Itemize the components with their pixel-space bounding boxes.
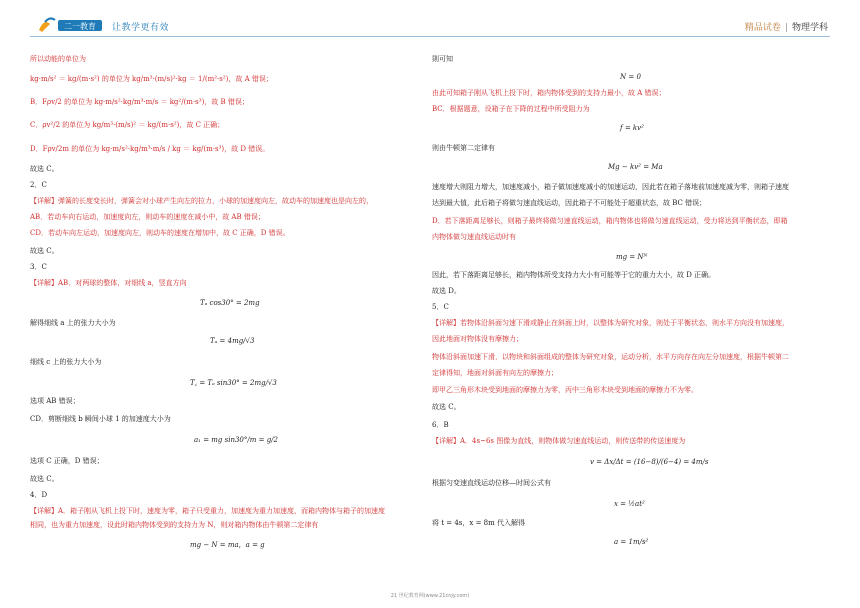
text-line: 則可知 <box>432 55 453 63</box>
text-line: 则由牛顿第二定律有 <box>432 144 495 152</box>
equation: a = 1m/s² <box>614 538 649 546</box>
text-line: 相同，也为重力加速度，设此时箱内物体受到的支持力为 N，则对箱内物体由牛顿第二定律有 <box>30 521 319 529</box>
page-footer: 21 世纪教育网(www.21cnjy.com) <box>390 593 470 599</box>
text-line: CD．剪断细线 b 瞬间小球 1 的加速度大小为 <box>30 415 171 423</box>
equation: x = ½at² <box>614 500 645 508</box>
equation: T꜀ = Tₐ sin30° = 2mg/√3 <box>190 379 277 387</box>
text-line: 因此地面对物体没有摩擦力； <box>432 335 523 343</box>
text-line: kg·m/s² ＝ kg/(m·s²) 的单位为 kg/m³·(m/s)²·kg ＝ 1/(m²·s²)，故 A 错误； <box>30 75 273 83</box>
text-line: B．Fρv/2 的单位为 kg·m/s²·kg/m³·m/s ＝ kg²/(m·s³)，故 B 错误； <box>30 98 249 106</box>
text-line: 由此可知箱子刚从飞机上投下时，箱内物体受到的支持力最小，故 A 错误； <box>432 89 666 97</box>
brand-logo <box>36 14 106 36</box>
text-line: 内物体做匀速直线运动时有 <box>432 233 516 241</box>
text-line: 故选 C。 <box>30 165 59 173</box>
text-line: CD．若动车向左运动，加速度向左，则动车的速度在增加中，故 C 正确，D 错误。 <box>30 229 290 237</box>
text-line: 将 t = 4s，x = 8m 代入解得 <box>432 519 525 527</box>
text-line: AB．若动车向右运动，加速度向左，则动车的速度在减小中，故 AB 错误； <box>30 213 265 221</box>
question-number: 2．C <box>30 181 47 189</box>
text-line: 即甲乙三角形木块受到地面的摩擦力为零，丙中三角形木块受到地面的摩擦力不为零。 <box>432 386 698 394</box>
text-line: C．ρv²/2 的单位为 kg/m³·(m/s)² ＝ kg/(m·s²)，故 C 正确； <box>30 121 225 129</box>
text-line: 解得细线 a 上的张力大小为 <box>30 319 116 327</box>
question-number: 6．B <box>432 421 449 429</box>
text-line: 故选 C。 <box>432 403 461 411</box>
equation: mg − N = ma，a = g <box>190 541 265 549</box>
text-line: 故选 C。 <box>30 247 59 255</box>
text-line: 选项 AB 错误； <box>30 397 80 405</box>
text-line: 根据匀变速直线运动位移—时间公式有 <box>432 479 551 487</box>
equation: Tₐ cos30° = 2mg <box>200 299 260 307</box>
paper-tag: 精品试卷 <box>744 23 781 33</box>
equation: v = Δx/Δt = (16−8)/(6−4) = 4m/s <box>590 458 709 466</box>
equation: Tₐ = 4mg/√3 <box>210 337 255 345</box>
question-number: 5．C <box>432 303 449 311</box>
equation: mg = Nᴺ <box>616 253 648 261</box>
text-line: 【详解】弹簧的长度变长时，弹簧会对小球产生向左的拉力，小球的加速度向左，故动车的加速度也是向左的， <box>30 197 373 205</box>
equation: N = 0 <box>620 73 641 81</box>
question-number: 4．D <box>30 491 48 499</box>
text-line: 细线 c 上的张力大小为 <box>30 358 102 366</box>
text-line: 故选 D。 <box>432 287 461 295</box>
slogan: 让教学更有效 <box>112 23 170 33</box>
text-line: 【详解】A．箱子刚从飞机上投下时，速度为零，箱子只受重力，加速度为重力加速度，而箱内物体与箱子的加速度 <box>30 507 386 515</box>
text-line: D．Fρv/2m 的单位为 kg·m/s²·kg/m³·m/s / kg ＝ kg/(m·s³)，故 D 错误。 <box>30 145 270 153</box>
page-header <box>0 0 860 40</box>
text-line: 速度增大则阻力增大，加速度减小，箱子做加速度减小的加速运动，因此若在箱子落地前加速度减为零，则箱子速度 <box>432 183 789 191</box>
text-line: 故选 C。 <box>30 475 59 483</box>
text-line: 【详解】AB．对两球的整体，对细线 a，竖直方向 <box>30 279 187 287</box>
brand-text: 二一教育 <box>64 22 96 31</box>
header-separator: | <box>784 23 788 33</box>
text-line: D．若下落距离足够长，则箱子最终将做匀速直线运动，箱内物体也将做匀速直线运动，受力将达到平衡状态，即箱 <box>432 217 788 225</box>
text-line: 所以动能的单位为 <box>30 55 86 63</box>
subject-label: 物理学科 <box>791 23 828 33</box>
text-line: BC．根据题意，设箱子在下降的过程中所受阻力为 <box>432 105 590 113</box>
text-line: 物体沿斜面加速下滑，以物块和斜面组成的整体为研究对象，运动分析，水平方向存在向左分加速度，根据牛顿第二 <box>432 353 789 361</box>
header-rule <box>30 36 830 37</box>
question-number: 3．C <box>30 263 47 271</box>
equation: f = kv² <box>620 124 644 132</box>
text-line: 达到最大值，此后箱子将做匀速直线运动，因此箱子不可能处于超重状态，故 BC 错误； <box>432 199 707 207</box>
header-tags <box>745 20 828 33</box>
text-line: 【详解】A．4s~6s 图像为直线，则物体做匀速直线运动，则传送带的传送速度为 <box>432 437 686 445</box>
text-line: 因此，若下落距离足够长，箱内物体所受支持力大小有可能等于它的重力大小，故 D 正确。 <box>432 271 716 279</box>
text-line: 定律得知，地面对斜面有向左的摩擦力； <box>432 369 558 377</box>
equation: Mg − kv² = Ma <box>608 163 663 171</box>
text-line: 选项 C 正确，D 错误； <box>30 457 104 465</box>
equation: a₁ = mg sin30°/m = g/2 <box>194 436 278 444</box>
text-line: 【详解】若物体沿斜面匀速下滑或静止在斜面上时，以整体为研究对象，则处于平衡状态，则水平方向没有加速度， <box>432 319 789 327</box>
